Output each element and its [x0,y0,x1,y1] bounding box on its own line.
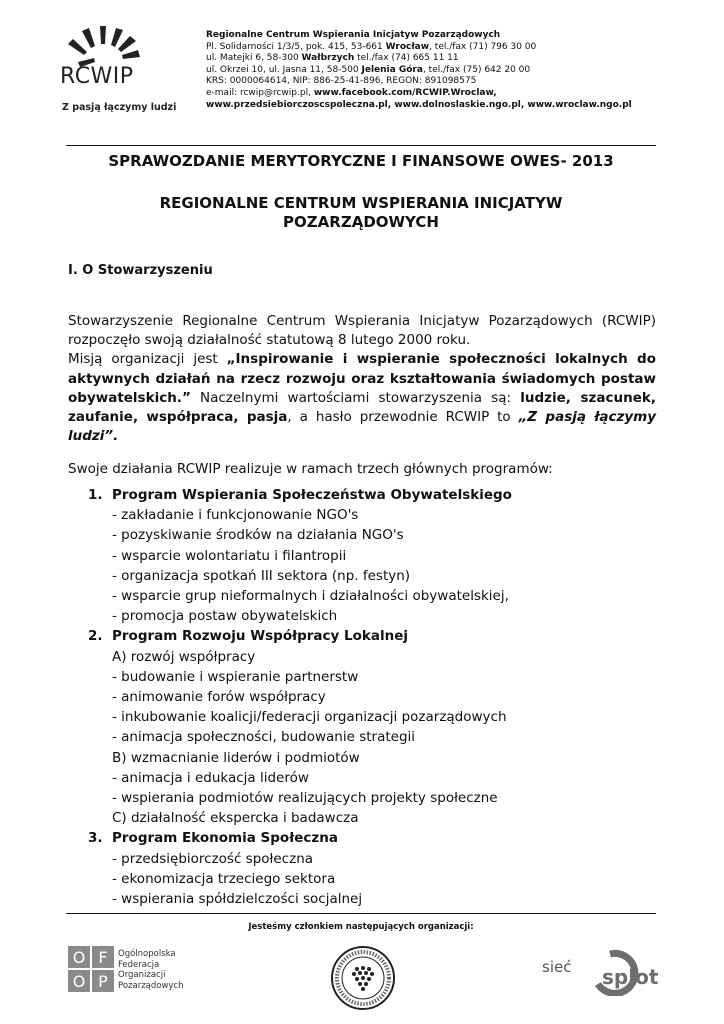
list-item: - organizacja spotkań III sektora (np. festyn) [112,567,411,584]
section-heading: I. O Stowarzyszeniu [68,263,213,278]
program-title: 1. Program Wspierania Społeczeństwa Obywatelskiego [88,487,512,503]
ofop-letter: O [72,972,86,991]
ofop-letter: F [98,948,108,967]
ofop-name-line: Ogólnopolska [118,949,176,959]
organization-title-line: REGIONALNE CENTRUM WSPIERANIA INICJATYW [159,194,563,212]
list-item: - budowanie i wspieranie partnerstw [112,668,359,685]
paragraph-about: Stowarzyszenie Regionalne Centrum Wspierania Inicjatyw Pozarządowych (RCWIP) rozpoczęło swoją działalność statutową 8 lutego 2000 roku. Misją organizacji jest „Inspirowanie i wspieranie społeczności lokalnych do aktywnych działań na rzecz rozwoju oraz kształtowania świadomych postaw obywatelskich.” Naczelnymi wartościami stowarzyszenia są: ludzie, szacunek, zaufanie, współpraca, pasja, a hasło przewodnie RCWIP to „Z pasją łączymy ludzi”. [68,313,656,445]
program-block [88,626,648,828]
list-item: C) działalność ekspercka i badawcza [112,810,359,827]
header-line: KRS: 0000064614, NIP: 886-25-41-896, REGON: 891098575 [206,76,477,87]
list-item: - promocja postaw obywatelskich [112,608,338,625]
header-address-block [206,30,632,111]
program-block [88,485,648,626]
list-item: - wspierania spółdzielczości socjalnej [112,891,363,908]
federation-seal-logo [330,945,396,1011]
list-item: - wsparcie grup nieformalnych i działalności obywatelskiej, [112,588,509,605]
logo-tagline: Z pasją łączymy ludzi [62,102,177,113]
list-item: B) wzmacnianie liderów i podmiotów [112,749,360,766]
header-line: ul. Matejki 6, 58-300 Wałbrzych tel./fax (74) 665 11 11 [206,53,459,64]
list-item: - animacja i edukacja liderów [112,769,309,786]
list-item: - zakładanie i funkcjonowanie NGO's [112,507,359,524]
ofop-name-line: Pozarządowych [118,980,184,991]
header-line: www.przedsiebiorczoscspoleczna.pl, www.dolnoslaskie.ngo.pl, www.wroclaw.ngo.pl [206,99,632,110]
program-title: 3. Program Ekonomia Społeczna [88,830,338,847]
paragraph-programs-intro: Swoje działania RCWIP realizuje w ramach trzech głównych programów: [68,461,553,478]
ofop-name [118,949,184,991]
list-item: A) rozwój współpracy [112,648,256,665]
header-line: Pl. Solidarności 1/3/5, pok. 415, 53-661 Wrocław, tel./fax (71) 796 30 00 [206,41,537,52]
splot-word: splot [602,965,659,989]
program-title: 2. Program Rozwoju Współpracy Lokalnej [88,628,409,645]
siec-word: sieć [542,958,572,976]
ofop-letter: O [72,948,86,967]
logo-wordmark: RCWIP [60,64,134,89]
organization-title [66,194,656,232]
body-text [68,312,656,480]
header-org-title: Regionalne Centrum Wspierania Inicjatyw Pozarządowych [206,30,501,40]
list-item: - przedsiębiorczość społeczna [112,850,314,867]
siec-splot-logo [540,946,670,996]
list-item: - wsparcie wolontariatu i filantropii [112,547,347,564]
ofop-name-line: Federacja [118,959,160,970]
programs-list [88,485,648,909]
document-title: SPRAWOZDANIE MERYTORYCZNE I FINANSOWE OWES- 2013 [108,152,614,170]
ofop-name-line: Organizacji [118,970,166,980]
ofop-letter: P [98,972,108,991]
list-item: - wspierania podmiotów realizujących projekty społeczne [112,790,498,807]
list-item: - pozyskiwanie środków na działania NGO's [112,527,404,544]
header-divider [66,145,656,146]
header-line: e-mail: rcwip@rcwip.pl, www.facebook.com/RCWIP.Wroclaw, [206,87,497,98]
list-item: - inkubowanie koalicji/federacji organizacji pozarządowych [112,709,507,726]
header-line: ul. Okrzei 10, ul. Jasna 11, 58-500 Jelenia Góra, tel./fax (75) 642 20 00 [206,64,531,75]
program-block [88,828,648,909]
list-item: - animacja społeczności, budowanie strategii [112,729,416,746]
organization-title-line: POZARZĄDOWYCH [283,213,439,231]
list-item: - animowanie forów współpracy [112,689,326,706]
footer-divider [66,913,656,914]
footer-membership-label: Jesteśmy członkiem następujących organizacji: [248,922,474,932]
list-item: - ekonomizacja trzeciego sektora [112,870,336,887]
